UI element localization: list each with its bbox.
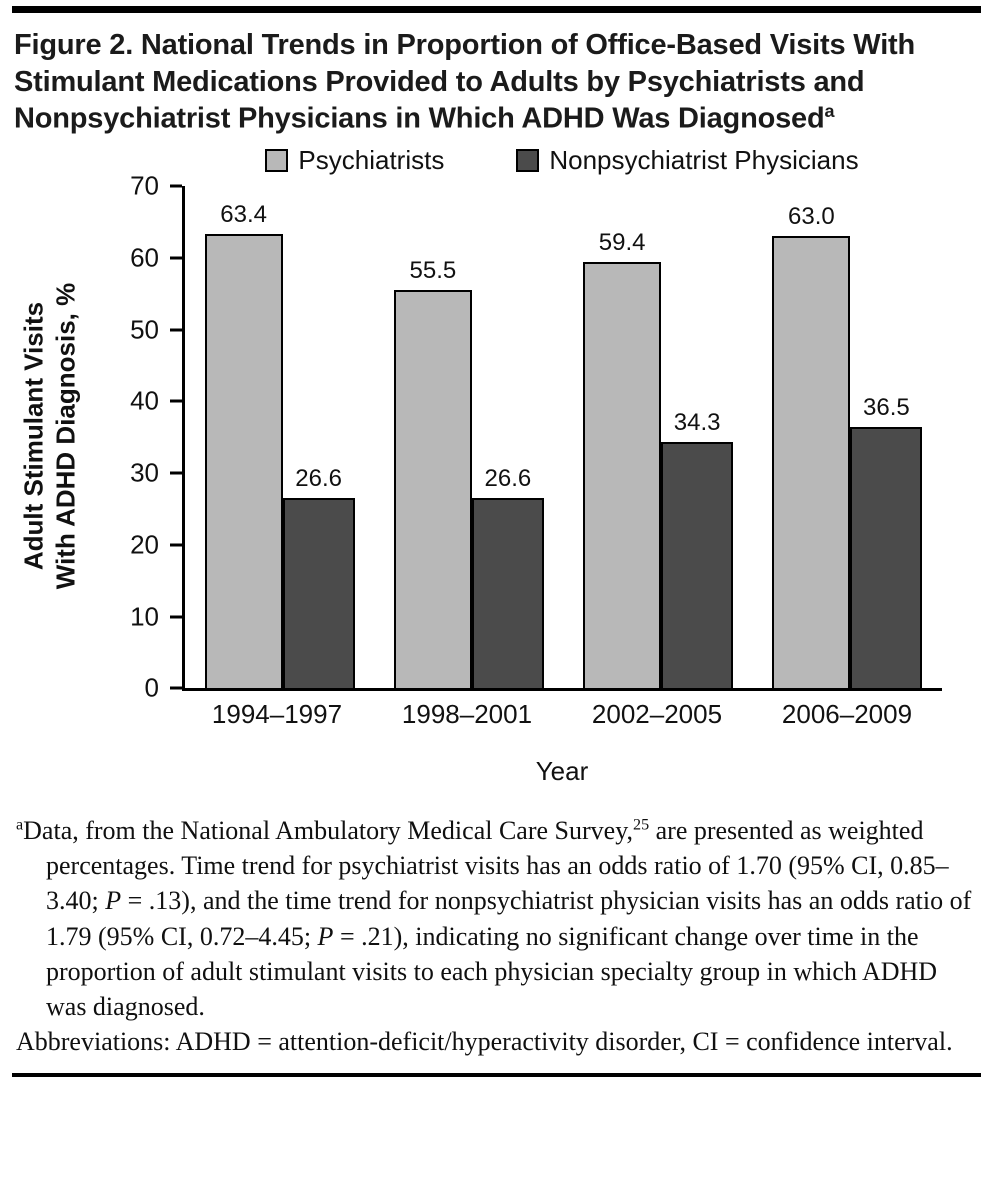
y-axis-tick	[170, 185, 182, 188]
bar-nonpsychiatrists	[661, 442, 733, 688]
figure-title-footnote-marker: a	[824, 101, 835, 122]
x-labels-row	[182, 699, 942, 730]
bar-value-label: 26.6	[484, 464, 532, 492]
y-axis-title	[18, 283, 81, 589]
bar-column	[772, 186, 850, 688]
y-axis-tick	[170, 400, 182, 403]
y-axis-tick	[170, 256, 182, 259]
footnote-text: $^a$Data, from the National Ambulatory Medical Care Survey,$^{25}$ are presented as weighted percentages. Time trend for psychiatrist visits has an odds ratio of 1.70 (95% CI, 0.85–3.40; P = .13), and the time trend for nonpsychiatrist physician visits has an odds ratio of 1.79 (95% CI, 0.72–4.45; P = .21), indicating no significant change over time in the proportion of adult stimulant visits to each physician specialty group in which ADHD was diagnosed.	[16, 816, 972, 1021]
legend-swatch-psychiatrists	[265, 149, 288, 172]
bar-column	[661, 186, 733, 688]
bar-nonpsychiatrists	[283, 498, 355, 689]
y-axis-title-line1: Adult Stimulant Visits	[18, 302, 49, 571]
bar-value-label: 36.5	[863, 393, 910, 421]
bar-group	[205, 186, 355, 688]
bars-row	[185, 186, 942, 688]
y-axis-tick	[170, 615, 182, 618]
bar-psychiatrists	[205, 234, 283, 689]
bar-value-label: 34.3	[673, 409, 721, 437]
bar-column	[583, 186, 661, 688]
bar-column	[205, 186, 283, 688]
x-axis-title: Year	[535, 756, 589, 787]
bar-group	[772, 186, 922, 688]
y-axis-tick-label: 50	[130, 314, 159, 345]
bar-nonpsychiatrists	[850, 427, 922, 689]
bar-value-label: 59.4	[598, 229, 646, 257]
y-axis-tick	[170, 472, 182, 475]
abbreviations-text: Abbreviations: ADHD = attention-deficit/hyperactivity disorder, CI = confidence interval.	[16, 1026, 953, 1056]
bar-column	[472, 186, 544, 688]
figure-title	[14, 27, 979, 137]
chart-legend	[182, 145, 942, 176]
y-axis-tick-label: 40	[130, 385, 159, 416]
bar-value-label: 63.0	[788, 203, 835, 231]
x-axis-category-label: 2006–2009	[781, 699, 913, 730]
bar-column	[283, 186, 355, 688]
legend-item-psychiatrists	[265, 145, 444, 176]
x-axis-category-label: 2002–2005	[591, 699, 723, 730]
bar-nonpsychiatrists	[472, 498, 544, 689]
bar-column	[394, 186, 472, 688]
y-axis-tick-label: 20	[130, 529, 159, 560]
y-axis-tick-label: 30	[130, 457, 159, 488]
legend-label-nonpsychiatrists: Nonpsychiatrist Physicians	[549, 145, 859, 176]
y-axis-tick-label: 60	[130, 242, 159, 273]
bar-group	[394, 186, 544, 688]
bar-value-label: 63.4	[220, 200, 267, 228]
bar-group	[583, 186, 733, 688]
y-axis-tick	[170, 328, 182, 331]
figure-title-text: Figure 2. National Trends in Proportion of Office-Based Visits With Stimulant Medications Provided to Adults by Psychiatrists and Nonpsychiatrist Physicians in Which ADHD Was Diagnosed	[14, 29, 916, 135]
bar-value-label: 55.5	[409, 257, 457, 285]
y-axis-tick-label: 70	[130, 170, 159, 201]
y-axis-tick-label: 10	[130, 601, 159, 632]
y-axis-tick	[170, 543, 182, 546]
bar-psychiatrists	[772, 236, 850, 688]
bar-psychiatrists	[583, 262, 661, 688]
y-axis-tick	[170, 687, 182, 690]
bar-value-label: 26.6	[295, 464, 342, 492]
legend-swatch-nonpsychiatrists	[516, 149, 539, 172]
x-axis-category-label: 1998–2001	[401, 699, 533, 730]
bar-psychiatrists	[394, 290, 472, 688]
legend-label-psychiatrists: Psychiatrists	[298, 145, 445, 176]
bar-column	[850, 186, 922, 688]
chart-area	[12, 170, 981, 703]
x-axis-category-label: 1994–1997	[211, 699, 343, 730]
y-axis-title-line2: With ADHD Diagnosis, %	[50, 283, 80, 590]
bottom-rule	[12, 1073, 981, 1077]
legend-item-nonpsychiatrists	[516, 145, 858, 176]
figure-footnote	[16, 813, 977, 1059]
plot-area	[130, 170, 942, 703]
y-axis-tick-label: 0	[144, 672, 159, 703]
top-rule	[12, 6, 981, 13]
